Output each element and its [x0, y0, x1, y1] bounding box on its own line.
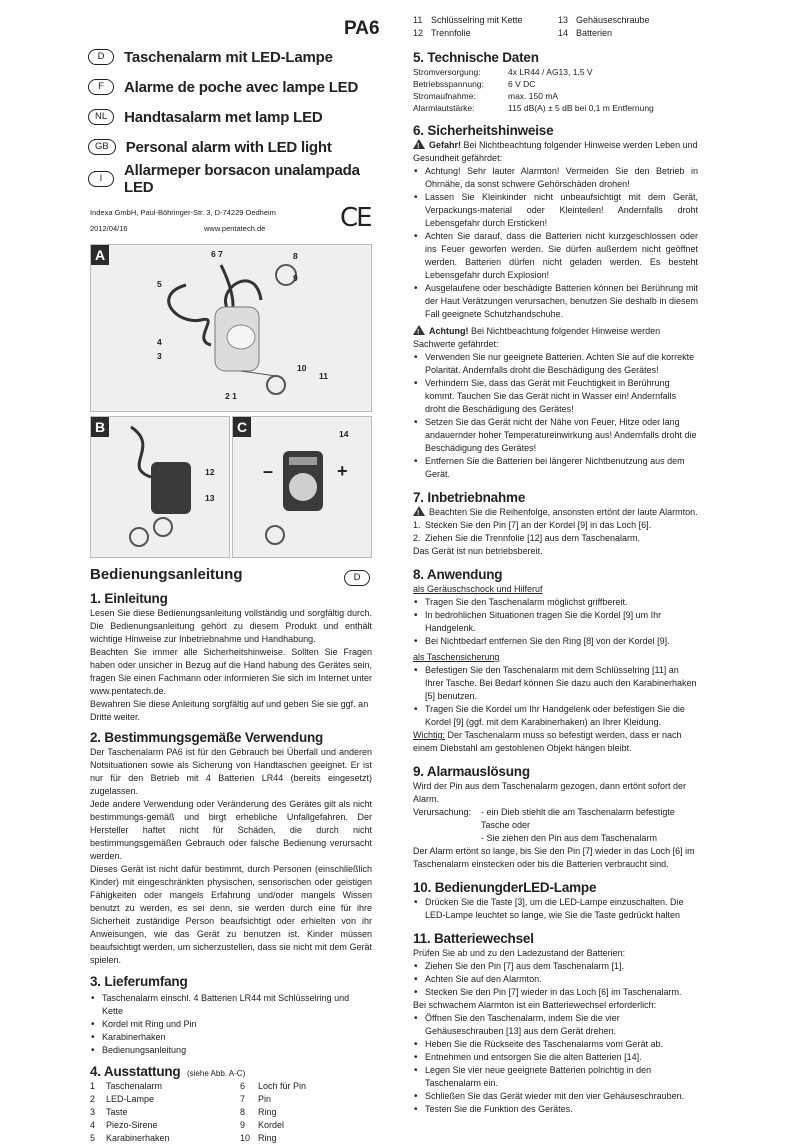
cause-block [413, 806, 698, 845]
list-item: • Drücken Sie die Taste [3], um die LED-Lampe einzuschalten. Die LED-Lampe leuchtet so lange, wie Sie die Taste gedrückt halten [413, 896, 698, 922]
part-name: Gehäuseschraube [576, 15, 650, 25]
section-title: 2. Bestimmungsgemäße Verwendung [90, 730, 324, 745]
part-number: 9 [240, 1120, 246, 1130]
website: www.pentatech.de [204, 224, 266, 233]
language-title: Allarmeper borsacon unalampada LED [124, 162, 360, 196]
callout: 10 [297, 363, 307, 373]
spec-value: 115 dB(A) ± 5 dB bei 0,1 m Entfernung [508, 103, 654, 113]
callout: 6 7 [211, 249, 223, 259]
list-item: • Befestigen Sie den Taschenalarm mit dem Schlüsselring [11] an Ihrer Tasche. Bei Bedarf können Sie dazu auch den Karabinerhaken [5] benutzen. [413, 664, 698, 703]
bullet-list [413, 1012, 698, 1116]
callout: 3 [157, 351, 162, 361]
list-item: • Öffnen Sie den Taschenalarm, indem Sie die vier Gehäuseschrauben [13] aus dem Gerät drehen. [413, 1012, 698, 1038]
spec-value: 4x LR44 / AG13, 1,5 V [508, 67, 593, 77]
list-item: • Achten Sie auf den Alarmton. [413, 973, 698, 986]
part-name: Loch für Pin [258, 1081, 307, 1091]
language-row [88, 75, 378, 99]
danger-text: Bei Nichtbeachtung folgender Hinweise werden Leben und Gesundheit gefährdet: [413, 140, 698, 163]
manual-title: Bedienungsanleitung [90, 566, 243, 583]
part-name: Trennfolie [431, 28, 471, 38]
alarm-back-illustration [91, 417, 229, 557]
step-text: Stecken Sie den Pin [7] an der Kordel [9] in das Loch [6]. [425, 520, 652, 530]
section-title: 10. BedienungderLED-Lampe [413, 880, 597, 895]
note-text: Der Taschenalarm muss so befestigt werden, dass er nach einem Diebstahl am gestohlenen Objekt hängen bleibt. [413, 730, 682, 753]
list-item: • Tragen Sie den Taschenalarm möglichst griffbereit. [413, 596, 698, 609]
callout: 9 [293, 273, 298, 283]
section-title: 11. Batteriewechsel [413, 931, 534, 946]
section-title: 3. Lieferumfang [90, 974, 188, 989]
language-title: Taschenalarm mit LED-Lampe [124, 48, 333, 66]
cause-item: - ein Dieb stiehlt die am Taschenalarm befestigte Tasche oder [481, 807, 675, 830]
bullet-list [413, 165, 698, 321]
part-name: Pin [258, 1094, 272, 1104]
left-column-text [90, 590, 372, 1145]
language-title: Alarme de poche avec lampe LED [124, 78, 359, 96]
part-number: 4 [90, 1120, 96, 1130]
bullet-list [413, 960, 698, 999]
part-name: Piezo-Sirene [106, 1120, 158, 1130]
parts-column [240, 1080, 372, 1145]
list-item: • Ausgelaufene oder beschädigte Batterien können bei Berührung mit der Haut Verätzungen verursachen, benutzen Sie deshalb in diesem Fall geeignete Schutzhandschuhe. [413, 282, 698, 321]
part-number: 6 [240, 1081, 246, 1091]
language-code: GB [88, 139, 116, 155]
section-title: 4. Ausstattung [90, 1064, 181, 1079]
subheading: als Taschensicherung [413, 652, 500, 662]
alarm-device-illustration [91, 245, 371, 411]
part-number: 8 [240, 1107, 246, 1117]
tech-data-table [413, 66, 698, 114]
warning-line [413, 506, 698, 519]
manual-language-code: D [344, 570, 370, 586]
step-text: Ziehen Sie die Trennfolie [12] aus dem Taschenalarm. [425, 533, 640, 543]
figure-c [232, 416, 372, 558]
language-code: F [88, 79, 114, 95]
caution-notice [413, 325, 698, 351]
minus-sign: – [263, 461, 274, 481]
figure-label: A [91, 245, 109, 265]
paragraph: Lesen Sie diese Bedienungsanleitung vollständig und sorgfältig durch. Die Bedienungsanleitung gehört zu diesem Produkt und enthält wichtige Hinweise zur Inbetriebnahme und Handhabung. [90, 608, 372, 644]
danger-notice [413, 139, 698, 165]
list-item: • Kordel mit Ring und Pin [90, 1018, 372, 1031]
part-number: 14 [558, 28, 569, 38]
part-name: Schlüsselring mit Kette [431, 15, 523, 25]
bullet-list [413, 896, 698, 922]
list-item: • Verwenden Sie nur geeignete Batterien. Achten Sie auf die korrekte Polarität. Andernfalls droht die Beschädigung des Gerätes! [413, 351, 698, 377]
parts-list-continued [413, 14, 698, 40]
list-item: • Bei Nichtbedarf entfernen Sie den Ring [8] von der Kordel [9]. [413, 635, 698, 648]
list-item: • Testen Sie die Funktion des Gerätes. [413, 1103, 698, 1116]
numbered-list [413, 519, 698, 545]
list-item: • Entnehmen und entsorgen Sie die alten Batterien [14]. [413, 1051, 698, 1064]
callout: 8 [293, 251, 298, 261]
callout: 5 [157, 279, 162, 289]
caution-text: Bei Nichtbeachtung folgender Hinweise werden Sachwerte gefährdet: [413, 326, 661, 349]
list-item: • Ziehen Sie den Pin [7] aus dem Taschenalarm [1]. [413, 960, 698, 973]
section-title: 7. Inbetriebnahme [413, 490, 526, 505]
warning-icon [413, 325, 425, 335]
section-title: 9. Alarmauslösung [413, 764, 530, 779]
callout: 4 [157, 337, 162, 347]
release-date: 2012/04/16 [90, 224, 128, 233]
language-row [88, 135, 378, 159]
list-item: • In bedrohlichen Situationen tragen Sie die Kordel [9] um Ihr Handgelenk. [413, 609, 698, 635]
part-number: 5 [90, 1133, 96, 1143]
spec-value: 6 V DC [508, 79, 536, 89]
language-code: NL [88, 109, 114, 125]
part-name: Ring [258, 1133, 277, 1143]
list-item: • Schließen Sie das Gerät wieder mit den vier Gehäuseschrauben. [413, 1090, 698, 1103]
right-column-text [413, 14, 698, 1116]
paragraph: Bewahren Sie diese Anleitung sorgfältig auf und geben Sie sie ggf. an Dritte weiter. [90, 699, 369, 722]
bullet-list [413, 664, 698, 729]
section-title: 6. Sicherheitshinweise [413, 123, 554, 138]
figure-b [90, 416, 230, 558]
note-label: Wichtig: [413, 730, 446, 740]
figure-label: B [91, 417, 109, 437]
bullet-list [413, 351, 698, 481]
callout: 14 [339, 429, 349, 439]
part-number: 3 [90, 1107, 96, 1117]
step-number: 1. [413, 520, 421, 530]
parts-list [90, 1080, 372, 1145]
plus-sign: + [337, 461, 348, 481]
list-item [413, 532, 698, 545]
part-number: 10 [240, 1133, 251, 1143]
list-item: • Stecken Sie den Pin [7] wieder in das Loch [6] im Taschenalarm. [413, 986, 698, 999]
parts-column [90, 1080, 240, 1145]
figure-a [90, 244, 372, 412]
warning-icon [413, 506, 425, 516]
list-item: • Entfernen Sie die Batterien bei längerer Nichtbenutzung aus dem Gerät. [413, 455, 698, 481]
danger-label: Gefahr! [429, 140, 462, 150]
list-item: • Bedienungsanleitung [90, 1044, 372, 1057]
step-number: 2. [413, 533, 421, 543]
language-row [88, 45, 378, 69]
warning-text: Beachten Sie die Reihenfolge, ansonsten ertönt der laute Alarmton. [429, 507, 698, 517]
language-code: D [88, 49, 114, 65]
list-item: • Lassen Sie Kleinkinder nicht unbeaufsichtigt mit dem Gerät, Verpackungs-material oder Kleinteilen! Andernfalls droht Lebensgefahr durch Ersticken! [413, 191, 698, 230]
caution-label: Achtung! [429, 326, 469, 336]
paragraph: Der Alarm ertönt so lange, bis Sie den Pin [7] wieder in das Loch [6] im Taschenalarm einstecken oder bis die Batterien verbraucht sind. [413, 846, 695, 869]
paragraph: Jede andere Verwendung oder Veränderung des Gerätes gilt als nicht bestimmungs-gemäß und birgt erhebliche Unfallgefahren. Der Hersteller haftet nicht für Schäden, die durch nicht bestimmungsgemäßen Gebrauch oder falsche Bedienung verursacht werden. [90, 799, 372, 861]
language-title: Personal alarm with LED light [125, 138, 332, 156]
list-item: • Verhindern Sie, dass das Gerät mit Feuchtigkeit in Berührung kommt. Tauchen Sie das Gerät nicht in Wasser ein! Andernfalls droht die Beschädigung des Gerätes! [413, 377, 698, 416]
part-number: 13 [558, 15, 569, 25]
list-item: • Setzen Sie das Gerät nicht der Nähe von Feuer, Hitze oder lang andauernder hoher Temperatureinwirkung aus! Andernfalls droht die Beschädigung des Gerätes! [413, 416, 698, 455]
list-item: • Heben Sie die Rückseite des Taschenalarms vom Gerät ab. [413, 1038, 698, 1051]
spec-label: Betriebsspannung: [413, 79, 484, 89]
part-number: 1 [90, 1081, 96, 1091]
part-name: LED-Lampe [106, 1094, 155, 1104]
section-4-header [90, 1063, 372, 1080]
section-title: 5. Technische Daten [413, 50, 539, 65]
company-address: Indexa GmbH, Paul-Böhringer-Str. 3, D-74229 Oedheim [90, 208, 276, 217]
section-note: (siehe Abb. A-C) [186, 1069, 246, 1078]
language-code: I [88, 171, 114, 187]
spec-label: Alarmlautstärke: [413, 103, 475, 113]
callout: 11 [319, 371, 328, 381]
battery-compartment-illustration [233, 417, 371, 557]
paragraph: Der Taschenalarm PA6 ist für den Gebrauch bei Überfall und anderen Notsituationen sowie als Sicherung von Handtaschen geeignet. Er ist nur für den Betrieb mit 4 Batterien LR44 (bereits eingesetzt) zugelassen. [90, 747, 372, 796]
part-name: Kordel [258, 1120, 285, 1130]
spec-label: Stromversorgung: [413, 67, 481, 77]
paragraph: Wird der Pin aus dem Taschenalarm gezogen, dann ertönt sofort der Alarm. [413, 781, 686, 804]
warning-icon [413, 139, 425, 149]
list-item [413, 519, 698, 532]
language-title: Handtasalarm met lamp LED [124, 108, 323, 126]
ce-mark: CE [340, 203, 371, 233]
section-title: 8. Anwendung [413, 567, 503, 582]
callout: 2 1 [225, 391, 237, 401]
paragraph: Dieses Gerät ist nicht dafür bestimmt, durch Personen (einschließlich Kinder) mit eingeschränkten physischen, sensorischen oder geistigen Fähigkeiten oder mangels Erfahrung und/oder mangels Wissen benutzt zu werden, es sei denn, sie werden durch eine für ihre Sicherheit zuständige Person beaufsichtigt oder erhielten von ihr Anweisungen, wie das Gerät zu benutzen ist. Kinder müssen beaufsichtigt werden, um sicherzustellen, dass sie nicht mit dem Gerät spielen. [90, 864, 372, 965]
part-name: Batterien [576, 28, 613, 38]
callout: 12 [205, 467, 215, 477]
part-name: Taste [106, 1107, 128, 1117]
language-row [88, 162, 378, 196]
list-item: • Tragen Sie die Kordel um Ihr Handgelenk oder befestigen Sie die Kordel [9] (ggf. mit dem Karabinerhaken) an Ihrer Kleidung. [413, 703, 698, 729]
bullet-list [90, 992, 372, 1057]
part-number: 7 [240, 1094, 246, 1104]
language-titles [88, 45, 378, 196]
list-item: • Taschenalarm einschl. 4 Batterien LR44 mit Schlüsselring und Kette [90, 992, 372, 1018]
part-number: 2 [90, 1094, 96, 1104]
important-note [413, 729, 698, 755]
spec-label: Stromaufnahme: [413, 91, 476, 101]
figure-label: C [233, 417, 251, 437]
bullet-list [413, 596, 698, 648]
cause-label: Verursachung: [413, 807, 472, 817]
part-number: 12 [413, 28, 424, 38]
paragraph: Beachten Sie immer alle Sicherheitshinweise. Sollten Sie Fragen haben oder unsicher in Bezug auf die Hand habung des Gerätes sein, fragen Sie einen Fachmann oder informieren Sie sich im Internet unter www.pentatech.de. [90, 647, 372, 696]
language-row [88, 105, 378, 129]
callout: 13 [205, 493, 215, 503]
spec-value: max. 150 mA [508, 91, 559, 101]
paragraph: Das Gerät ist nun betriebsbereit. [413, 546, 543, 556]
list-item: • Achten Sie darauf, dass die Batterien nicht kurzgeschlossen oder ins Feuer geworfen werden. Sie dürfen außerdem nicht geöffnet werden. Batterien dürfen nicht geladen werden. Es besteht Lebensgefahr durch Explosion! [413, 230, 698, 282]
section-title: 1. Einleitung [90, 591, 168, 606]
subheading: als Geräuschschock und Hilferuf [413, 584, 543, 594]
list-item: • Achtung! Sehr lauter Alarmton! Vermeiden Sie den Betrieb in Ohrnähe, da sonst schwere Gehörschäden drohen! [413, 165, 698, 191]
part-name: Taschenalarm [106, 1081, 163, 1091]
doc-id: PA6 [344, 18, 380, 39]
list-item: • Karabinerhaken [90, 1031, 372, 1044]
cause-item: - Sie ziehen den Pin aus dem Taschenalarm [481, 833, 657, 843]
list-item: • Legen Sie vier neue geeignete Batterien polrichtig in den Taschenalarm ein. [413, 1064, 698, 1090]
paragraph: Prüfen Sie ab und zu den Ladezustand der Batterien: [413, 948, 626, 958]
paragraph: Bei schwachem Alarmton ist ein Batteriewechsel erforderlich: [413, 1000, 657, 1010]
part-name: Karabinerhaken [106, 1133, 170, 1143]
part-number: 11 [413, 15, 423, 25]
part-name: Ring [258, 1107, 277, 1117]
